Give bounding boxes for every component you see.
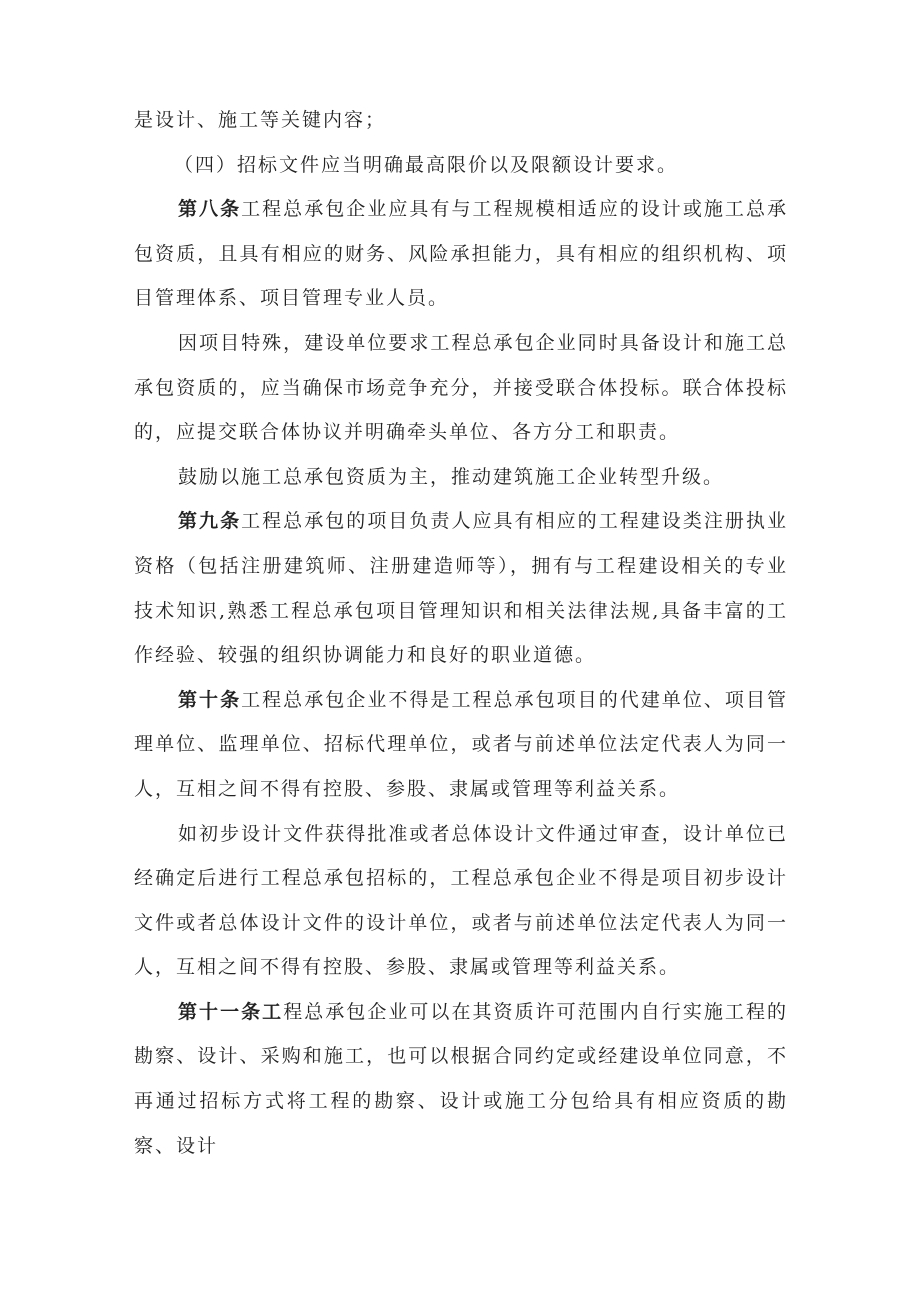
paragraph-continuation (134, 98, 788, 143)
paragraph-text: 因项目特殊，建设单位要求工程总承包企业同时具备设计和施工总承包资质的，应当确保市场竞争充分，并接受联合体投标。联合体投标的，应提交联合体协议并明确牵头单位、各方分工和职责。 (134, 331, 788, 444)
paragraph-text: （四）招标文件应当明确最高限价以及限额设计要求。 (174, 153, 679, 176)
paragraph-text: 工程总承包企业应具有与工程规模相适应的设计或施工总承包资质，且具有相应的财务、风险承担能力，具有相应的组织机构、项目管理体系、项目管理专业人员。 (134, 198, 788, 310)
paragraph-text: 是设计、施工等关键内容； (134, 109, 387, 131)
article-8 (134, 187, 788, 321)
article-11 (134, 990, 788, 1168)
article-heading: 第九条 (178, 510, 242, 533)
article-9 (134, 499, 788, 677)
paragraph-item-4 (134, 143, 788, 188)
article-10 (134, 678, 788, 812)
paragraph-text: 如初步设计文件获得批准或者总体设计文件通过审查，设计单位已经确定后进行工程总承包招标的，工程总承包企业不得是项目初步设计文件或者总体设计文件的设计单位，或者与前述单位法定代表人为同一人，互相之间不得有控股、参股、隶属或管理等利益关系。 (134, 822, 788, 979)
paragraph-text: 工程总承包的项目负责人应具有相应的工程建设类注册执业资格（包括注册建筑师、注册建造师等），拥有与工程建设相关的专业技术知识,熟悉工程总承包项目管理知识和相关法律法规,具备丰富的工作经验、较强的组织协调能力和良好的职业道德。 (134, 510, 788, 667)
document-page (134, 98, 788, 1168)
paragraph-text: 程总承包企业可以在其资质许可范围内自行实施工程的勘察、设计、采购和施工，也可以根据合同约定或经建设单位同意，不再通过招标方式将工程的勘察、设计或施工分包给具有相应资质的勘察、设计 (134, 1000, 788, 1157)
paragraph-text: 鼓励以施工总承包资质为主，推动建筑施工企业转型升级。 (178, 465, 725, 488)
paragraph-body (134, 455, 788, 500)
paragraph-body (134, 812, 788, 990)
article-heading: 第八条 (178, 198, 242, 221)
paragraph-text: 工程总承包企业不得是工程总承包项目的代建单位、项目管理单位、监理单位、招标代理单位，或者与前述单位法定代表人为同一人，互相之间不得有控股、参股、隶属或管理等利益关系。 (134, 688, 788, 800)
article-heading: 第十条 (178, 688, 242, 711)
paragraph-body (134, 321, 788, 455)
article-heading: 第十一条工 (178, 1000, 284, 1023)
